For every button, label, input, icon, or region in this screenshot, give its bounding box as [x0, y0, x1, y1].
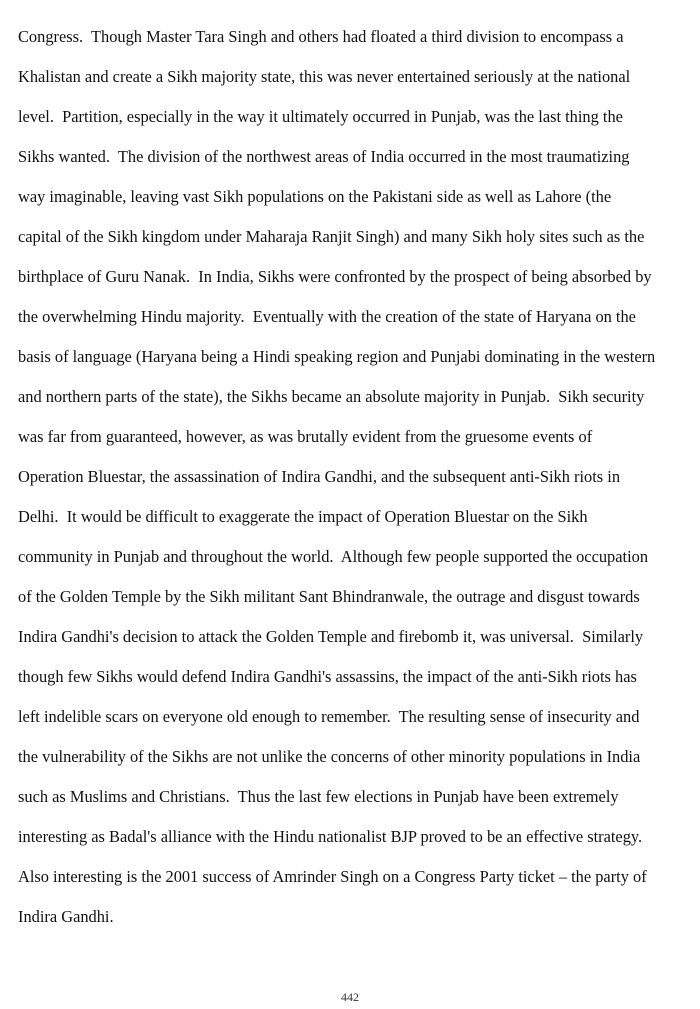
text-line: Indira Gandhi's decision to attack the Golden Temple and firebomb it, was universal. Similarly [18, 627, 644, 646]
text-line: the vulnerability of the Sikhs are not unlike the concerns of other minority populations in India [18, 747, 641, 766]
text-line: left indelible scars on everyone old enough to remember. The resulting sense of insecurity and [18, 707, 640, 726]
text-line: Indira Gandhi. [18, 907, 114, 926]
text-line: basis of language (Haryana being a Hindi speaking region and Punjabi dominating in the western [18, 347, 656, 366]
text-line: Delhi. It would be difficult to exaggerate the impact of Operation Bluestar on the Sikh [18, 507, 588, 526]
text-line: and northern parts of the state), the Sikhs became an absolute majority in Punjab. Sikh security [18, 387, 645, 406]
text-line: community in Punjab and throughout the world. Although few people supported the occupation [18, 547, 649, 566]
text-line: Congress. Though Master Tara Singh and others had floated a third division to encompass a [18, 27, 624, 46]
text-line: such as Muslims and Christians. Thus the last few elections in Punjab have been extremely [18, 787, 619, 806]
text-line: Operation Bluestar, the assassination of Indira Gandhi, and the subsequent anti-Sikh riots in [18, 467, 621, 486]
text-line: of the Golden Temple by the Sikh militant Sant Bhindranwale, the outrage and disgust towards [18, 587, 640, 606]
text-line: birthplace of Guru Nanak. In India, Sikhs were confronted by the prospect of being absorbed by [18, 267, 652, 286]
text-line: way imaginable, leaving vast Sikh populations on the Pakistani side as well as Lahore (the [18, 187, 612, 206]
text-line: interesting as Badal's alliance with the Hindu nationalist BJP proved to be an effective strategy. [18, 827, 643, 846]
body-paragraph [18, 27, 655, 947]
text-line: was far from guaranteed, however, as was brutally evident from the gruesome events of [18, 427, 593, 446]
text-line: though few Sikhs would defend Indira Gandhi's assassins, the impact of the anti-Sikh riots has [18, 667, 637, 686]
text-line: capital of the Sikh kingdom under Maharaja Ranjit Singh) and many Sikh holy sites such as the [18, 227, 645, 246]
text-line: the overwhelming Hindu majority. Eventually with the creation of the state of Haryana on the [18, 307, 636, 326]
text-line: Khalistan and create a Sikh majority state, this was never entertained seriously at the national [18, 67, 631, 86]
text-line: Also interesting is the 2001 success of Amrinder Singh on a Congress Party ticket – the party of [18, 867, 647, 886]
text-line: Sikhs wanted. The division of the northwest areas of India occurred in the most traumatizing [18, 147, 630, 166]
text-line: level. Partition, especially in the way it ultimately occurred in Punjab, was the last thing the [18, 107, 623, 126]
page-number: 442 [341, 990, 359, 1004]
